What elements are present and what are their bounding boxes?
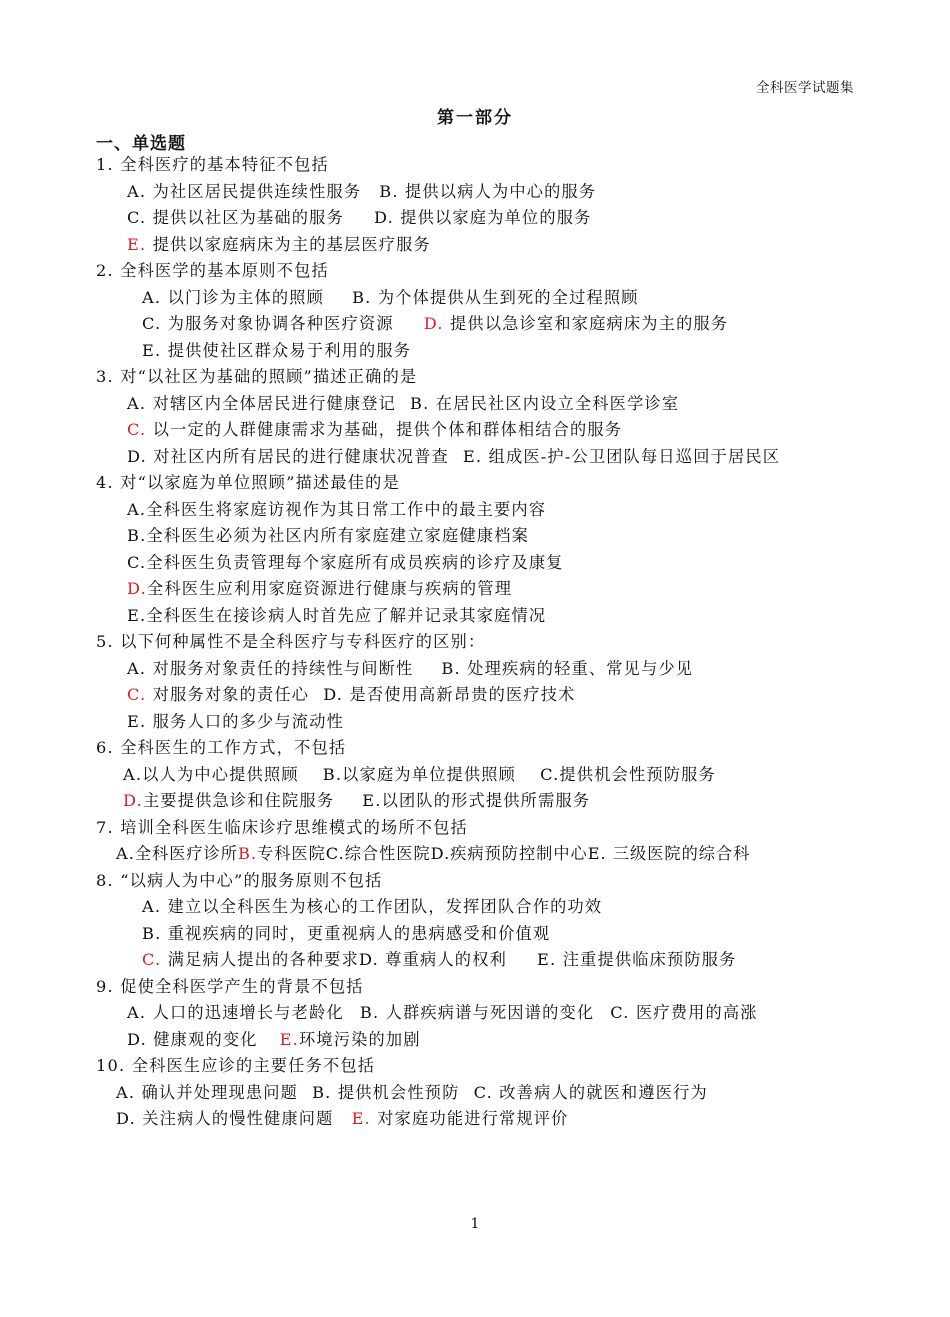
option-d: D. 对社区内所有居民的进行健康状况普查 (127, 446, 449, 466)
option-d: D. 关注病人的慢性健康问题 (116, 1109, 334, 1128)
option-row (96, 1106, 856, 1133)
option-b: B. 为个体提供从生到死的全过程照顾 (352, 287, 639, 307)
answer-marker: E. (351, 1109, 371, 1128)
option-d-text: 主要提供急诊和住院服务 (142, 791, 335, 810)
option-c-text: 对服务对象的责任心 (146, 685, 310, 704)
option-row (96, 1000, 856, 1027)
option-row (96, 762, 856, 789)
option-a: A.全科医生将家庭访视作为其日常工作中的最主要内容 (127, 499, 547, 519)
answer-marker: B. (237, 844, 258, 863)
option-b: B. 重视疾病的同时，更重视病人的患病感受和价值观 (142, 923, 551, 943)
option-d: D. 提供以家庭为单位的服务 (373, 208, 592, 227)
question-stem: 6. 全科医生的工作方式，不包括 (96, 738, 347, 757)
option-row (96, 444, 856, 471)
option-e-text: 对家庭功能进行常规评价 (370, 1109, 569, 1128)
answer-marker: D. (423, 314, 444, 333)
option-row (96, 1027, 856, 1054)
option-row (96, 179, 856, 206)
option-b-text: 专科医院 (257, 844, 326, 863)
option-d-text: 提供以急诊室和家庭病床为主的服务 (443, 314, 729, 333)
option-b: B. 提供机会性预防 (312, 1082, 460, 1102)
option-e: E.全科医生在接诊病人时首先应了解并记录其家庭情况 (127, 605, 547, 625)
option-b: B. 人群疾病谱与死因谱的变化 (359, 1003, 595, 1022)
part-title: 第一部分 (437, 108, 513, 128)
option-a: A. 为社区居民提供连续性服务 (127, 181, 362, 201)
option-c: C. 为服务对象协调各种医疗资源 (142, 314, 394, 333)
option-c-text: 以一定的人群健康需求为基础，提供个体和群体相结合的服务 (146, 420, 623, 439)
option-c: C.综合性医院 (325, 844, 431, 863)
question-stem: 9. 促使全科医学产生的背景不包括 (96, 976, 364, 996)
option-e: E.以团队的形式提供所需服务 (362, 791, 591, 810)
option-row (96, 656, 856, 683)
option-d: D.疾病预防控制中心 (430, 844, 588, 863)
option-e-text: 提供以家庭病床为主的基层医疗服务 (146, 234, 431, 254)
answer-marker: D. (123, 791, 143, 810)
option-row (96, 682, 856, 709)
option-a: A. 确认并处理现患问题 (116, 1082, 299, 1102)
option-row (96, 338, 856, 365)
option-e: E. 三级医院的综合科 (587, 844, 751, 863)
page-number: 1 (470, 1216, 480, 1232)
option-row (96, 841, 856, 868)
section-title: 一、单选题 (96, 134, 186, 154)
option-row (96, 1080, 856, 1107)
option-row (96, 391, 856, 418)
option-row (96, 576, 856, 603)
option-e-text: 环境污染的加剧 (299, 1029, 421, 1049)
option-e: E. 注重提供临床预防服务 (536, 950, 737, 969)
option-row (96, 788, 856, 815)
option-c-text: 满足病人提出的各种要求 (161, 950, 359, 969)
option-e: E. 组成医-护-公卫团队每日巡回于居民区 (462, 446, 781, 466)
answer-marker: E. (279, 1029, 299, 1049)
option-row (96, 417, 856, 444)
option-a: A.全科医疗诊所 (116, 844, 238, 863)
option-c: C.提供机会性预防服务 (540, 764, 716, 784)
option-b: B. 在居民社区内设立全科医学诊室 (410, 393, 680, 413)
option-a: A. 对辖区内全体居民进行健康登记 (127, 393, 397, 413)
question-stem: 7. 培训全科医生临床诊疗思维模式的场所不包括 (96, 817, 468, 837)
option-row (96, 205, 856, 232)
option-a: A.以人为中心提供照顾 (123, 764, 299, 784)
question-stem: 1. 全科医疗的基本特征不包括 (96, 155, 329, 174)
answer-marker: E. (127, 234, 147, 254)
option-d-text: 全科医生应利用家庭资源进行健康与疾病的管理 (146, 579, 513, 598)
option-b: B.以家庭为单位提供照顾 (322, 764, 517, 784)
option-d: D. 健康观的变化 (127, 1029, 258, 1049)
option-a: A. 以门诊为主体的照顾 (142, 287, 325, 307)
option-c: C. 提供以社区为基础的服务 (127, 208, 344, 227)
question-list (96, 152, 856, 1133)
answer-marker: C. (127, 685, 147, 704)
option-b: B. 提供以病人为中心的服务 (379, 181, 597, 201)
answer-marker: D. (127, 579, 147, 598)
option-d: D. 尊重病人的权利 (358, 950, 507, 969)
answer-marker: C. (142, 950, 162, 969)
option-d: D. 是否使用高新昂贵的医疗技术 (323, 685, 576, 704)
option-b: B. 处理疾病的轻重、常见与少见 (441, 658, 694, 678)
option-e: E. 服务人口的多少与流动性 (127, 711, 344, 731)
option-a: A. 建立以全科医生为核心的工作团队，发挥团队合作的功效 (142, 897, 603, 916)
question-stem: 10. 全科医生应诊的主要任务不包括 (96, 1056, 376, 1075)
question-stem: 4. 对“以家庭为单位照顾”描述最佳的是 (96, 473, 400, 492)
option-row (96, 947, 856, 974)
question-stem: 3. 对“以社区为基础的照顾”描述正确的是 (96, 367, 418, 386)
option-c: C.全科医生负责管理每个家庭所有成员疾病的诊疗及康复 (127, 552, 564, 572)
question-stem: 8. “以病人为中心”的服务原则不包括 (96, 870, 383, 890)
answer-marker: C. (127, 420, 147, 439)
option-a: A. 对服务对象责任的持续性与间断性 (127, 658, 414, 678)
question-stem: 5. 以下何种属性不是全科医疗与专科医疗的区别： (96, 632, 486, 651)
option-row (96, 285, 856, 312)
question-stem: 2. 全科医学的基本原则不包括 (96, 261, 329, 280)
option-c: C. 医疗费用的高涨 (610, 1003, 758, 1022)
option-row (96, 232, 856, 259)
option-row (96, 311, 856, 338)
option-b: B.全科医生必须为社区内所有家庭建立家庭健康档案 (127, 526, 529, 545)
option-c: C. 改善病人的就医和遵医行为 (473, 1082, 708, 1102)
option-a: A. 人口的迅速增长与老龄化 (127, 1003, 344, 1022)
option-e: E. 提供使社区群众易于利用的服务 (142, 340, 412, 360)
running-header: 全科医学试题集 (756, 80, 854, 96)
